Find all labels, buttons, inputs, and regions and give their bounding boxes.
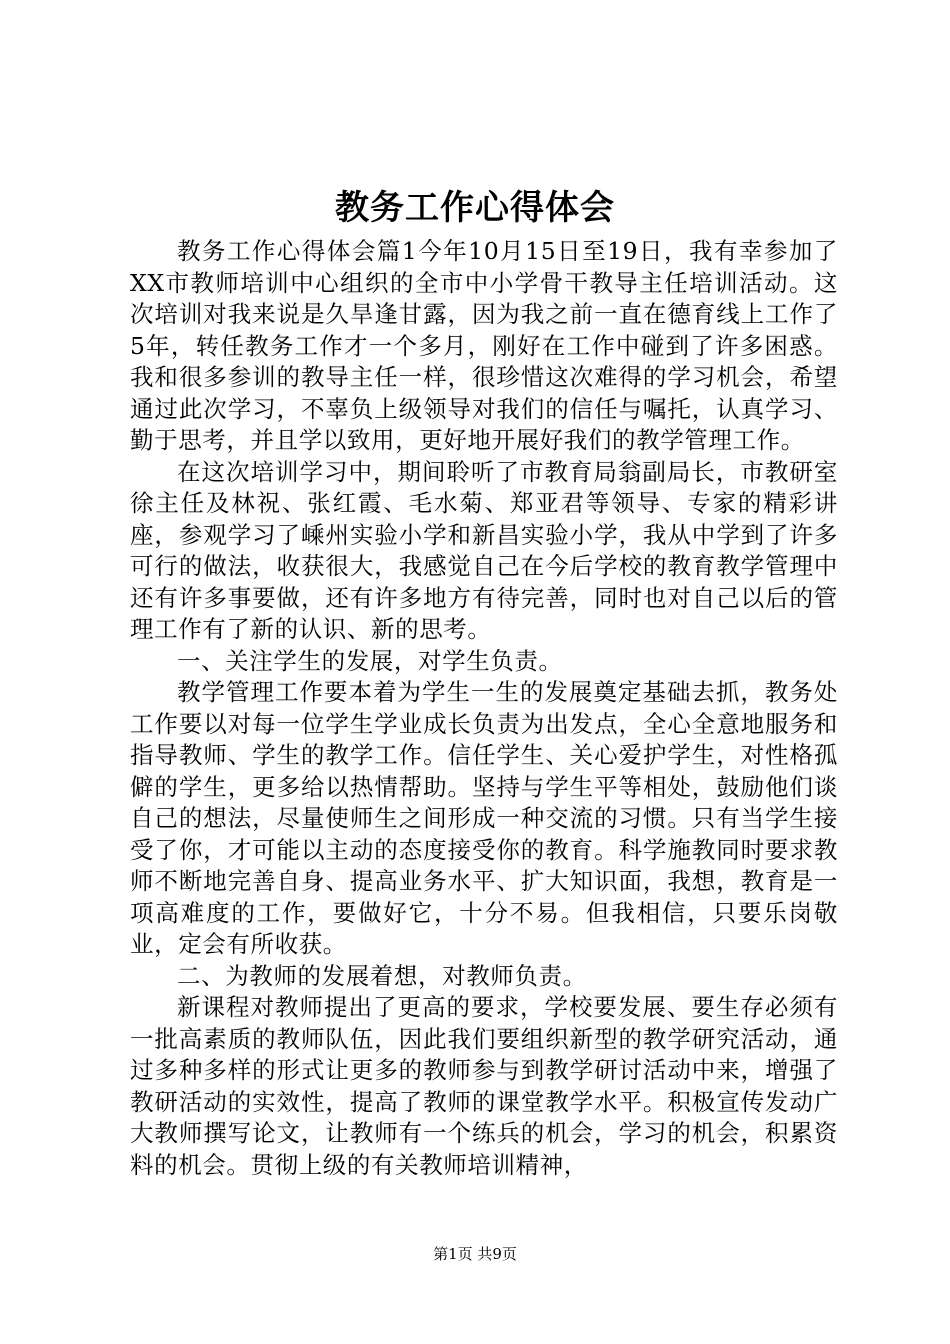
paragraph-training: 在这次培训学习中，期间聆听了市教育局翁副局长，市教研室徐主任及林祝、张红霞、毛水菊、郑亚君等领导、专家的精彩讲座，参观学习了嵊州实验小学和新昌实验小学，我从中学到了许多可行的做法，收获很大，我感觉自己在今后学校的教育教学管理中还有许多事要做，还有许多地方有待完善，同时也对自己以后的管理工作有了新的认识、新的思考。 [130, 457, 838, 643]
paragraph-intro: 教务工作心得体会篇1今年10月15日至19日，我有幸参加了XX市教师培训中心组织的全市中小学骨干教导主任培训活动。这次培训对我来说是久旱逢甘露，因为我之前一直在德育线上工作了5年，转任教务工作才一个多月，刚好在工作中碰到了许多困惑。我和很多参训的教导主任一样，很珍惜这次难得的学习机会，希望通过此次学习，不辜负上级领导对我们的信任与嘱托，认真学习、勤于思考，并且学以致用，更好地开展好我们的教学管理工作。 [130, 237, 838, 454]
section-heading-students: 一、关注学生的发展，对学生负责。 [177, 646, 563, 675]
paragraph-teachers: 新课程对教师提出了更高的要求，学校要发展、要生存必须有一批高素质的教师队伍，因此我们要组织新型的教学研究活动，通过多种多样的形式让更多的教师参与到教学研讨活动中来，增强了教研活动的实效性，提高了教师的课堂教学水平。积极宣传发动广大教师撰写论文，让教师有一个练兵的机会，学习的机会，积累资料的机会。贯彻上级的有关教师培训精神， [130, 993, 838, 1179]
page-number-footer: 第1页 共9页 [433, 1245, 517, 1263]
document-title: 教务工作心得体会 [335, 188, 615, 228]
section-heading-teachers: 二、为教师的发展着想，对教师负责。 [177, 961, 587, 990]
paragraph-students: 教学管理工作要本着为学生一生的发展奠定基础去抓，教务处工作要以对每一位学生学业成长负责为出发点，全心全意地服务和指导教师、学生的教学工作。信任学生、关心爱护学生，对性格孤僻的学生，更多给以热情帮助。坚持与学生平等相处，鼓励他们谈自己的想法，尽量使师生之间形成一种交流的习惯。只有当学生接受了你，才可能以主动的态度接受你的教育。科学施教同时要求教师不断地完善自身、提高业务水平、扩大知识面，我想，教育是一项高难度的工作，要做好它，十分不易。但我相信，只要乐岗敬业，定会有所收获。 [130, 678, 838, 958]
document-body [130, 236, 838, 1181]
